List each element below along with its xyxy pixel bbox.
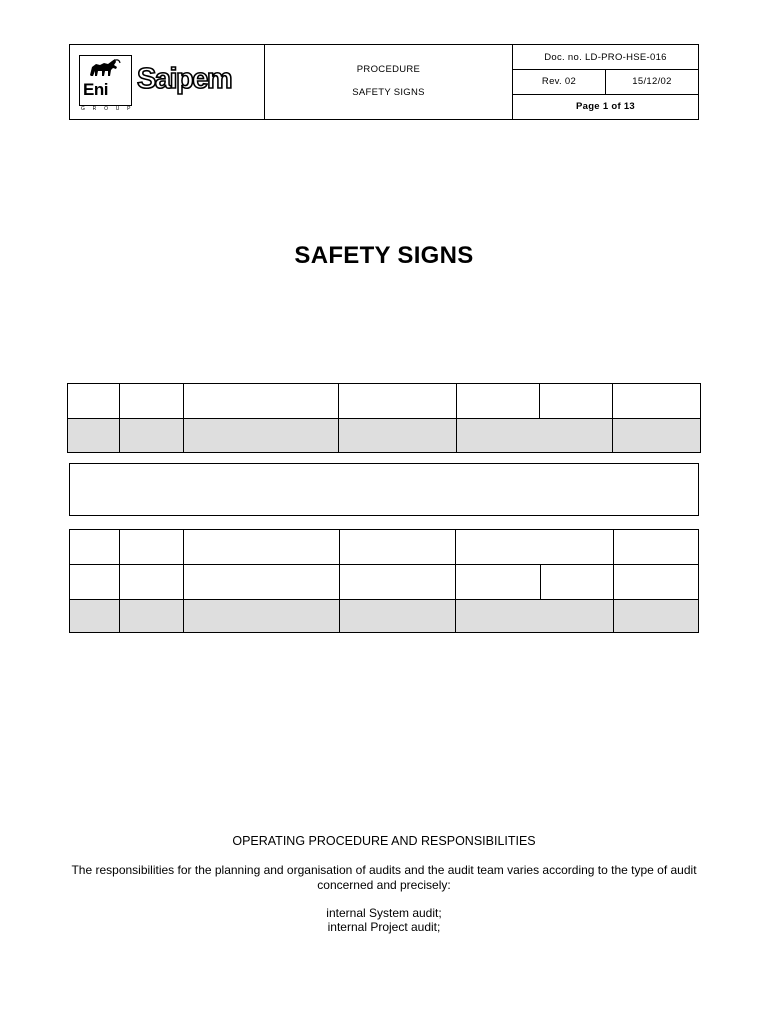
document-type: PROCEDURE (356, 64, 421, 75)
revision-date: 15/12/02 (632, 76, 672, 87)
audit-type-list (0, 906, 768, 934)
page-number: Page 1 of 13 (575, 101, 636, 112)
document-number: Doc. no. LD-PRO-HSE-016 (544, 52, 667, 63)
revision: Rev. 02 (541, 76, 577, 87)
section-heading: OPERATING PROCEDURE AND RESPONSIBILITIES (232, 834, 536, 848)
six-legged-dog-icon (86, 57, 122, 81)
page-title: SAFETY SIGNS (294, 242, 474, 269)
list-item: internal Project audit; (327, 920, 441, 934)
saipem-logo: Saipem (137, 63, 232, 95)
document-header-title: SAFETY SIGNS (352, 87, 425, 98)
body-paragraph: The responsibilities for the planning and organisation of audits and the audit team varies according to the type of audit concerned and precisely: (71, 863, 697, 892)
list-item: internal System audit; (326, 906, 442, 920)
eni-logo-text: Eni (83, 80, 108, 99)
group-logo-text: G R O U P (81, 106, 134, 112)
